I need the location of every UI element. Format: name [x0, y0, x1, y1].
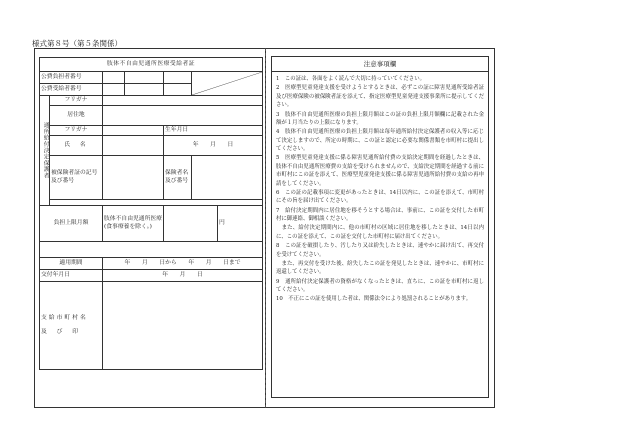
guardian-furigana-label: フリガナ [50, 96, 103, 106]
notice-item: 5 医療型児童発達支援に係る障害児通所給付費の支給決定期間を経過したときは、肢体不自由児通所医療費の支給を受けられませんので、支給決定期間を経過する前に市町村にこの証を添えて、医療型児童発達支援に係る障害児通所給付費の支給の再申請をしてください。 [276, 155, 484, 187]
notice-panel [265, 48, 495, 408]
furigana-label: フリガナ [50, 126, 103, 136]
notice-body [271, 72, 489, 398]
municipality-label [40, 282, 103, 370]
limit-value [164, 206, 218, 242]
certificate-title: 肢体不自由児通所医療受給者証 [40, 58, 263, 72]
notice-item: 6 この証の記載事項に変更があったときは、14日以内に、この証を添えて、市町村にその旨を届け出てください。 [276, 189, 484, 205]
payer-number-label: 公費負担者番号 [40, 72, 103, 84]
furigana-value [103, 126, 164, 136]
notice-title: 注意事項欄 [271, 56, 489, 72]
municipality-label-line-2: 及 び 印 [41, 328, 80, 335]
insurer-value [192, 156, 263, 200]
limit-label: 負担上限月額 [40, 206, 103, 242]
birth-date-value: 年 月 日 [164, 136, 263, 156]
name-label: 氏 名 [50, 136, 103, 156]
issue-date-value: 年 月 日 [103, 270, 263, 282]
limit-description: 肢体不自由児通所医療(食事療養を除く。) [103, 206, 164, 242]
municipality-label-line-1: 支給市町村名 [41, 315, 88, 322]
notice-item: 8 この証を破損したり、汚したり又は紛失したときは、速やかに届け出て、再交付を受けてください。 [276, 243, 484, 258]
notice-item: 9 通所給付決定保護者の資格がなくなったときは、直ちに、この証を市町村に返してください。 [276, 278, 484, 293]
payer-number-cell-1 [103, 72, 125, 84]
blank-row [40, 242, 263, 258]
diagonal-blank-cell [192, 72, 263, 96]
diagonal-line [192, 72, 262, 95]
address-label: 居住地 [50, 106, 103, 126]
certificate-table [39, 57, 263, 370]
payer-number-cell-2 [125, 72, 164, 84]
insured-card-label: 被保険者証の記号及び番号 [50, 156, 103, 200]
certificate-panel [34, 48, 266, 408]
municipality-value [103, 282, 263, 370]
recipient-number-cell-3 [164, 84, 192, 96]
form-caption: 様式第８号（第５条関係） [32, 39, 122, 48]
guardian-label: 通所給付決定保護者 [40, 96, 50, 206]
notice-item: また、給付決定期間内に、他の市町村の区域に居住地を移したときは、14日以内に、この証を添えて、この証を交付した市町村に届け出てください。 [276, 225, 484, 240]
period-label: 適用期間 [40, 258, 103, 270]
insurer-label: 保険者名及び番号 [164, 156, 192, 200]
address-value [103, 106, 263, 126]
notice-item: 1 この証は、各面をよく読んで大切に持っていてください。 [276, 76, 425, 82]
recipient-number-cell-2 [125, 84, 164, 96]
recipient-number-cell-1 [103, 84, 125, 96]
yen-unit: 円 [218, 206, 263, 242]
name-value [103, 136, 164, 156]
notice-item: 7 給付決定期間内に居住地を移そうとする場合は、事前に、この証を交付した市町村に御連絡、御相談ください。 [276, 207, 484, 222]
birth-date-label: 生年月日 [164, 126, 263, 136]
notice-item: また、再交付を受けた後、紛失したこの証を発見したときは、速やかに、市町村に返還してください。 [276, 260, 484, 276]
payer-number-cell-3 [164, 72, 192, 84]
recipient-number-label: 公費受給者番号 [40, 84, 103, 96]
notice-item: 3 肢体不自由児通所医療の負担上限月額はこの証の負担上限月額欄に記載された金額が１月当たりの上限になります。 [276, 111, 484, 126]
insured-card-value [103, 156, 164, 200]
period-value: 年 月 日から 年 月 日まで [103, 258, 263, 270]
notice-item: 2 医療型児童発達支援を受けようとするときは、必ずこの証に障害児通所受給者証及び医療保険の被保険者証を添えて、指定医療型児童発達支援事業所に提示してください。 [276, 85, 484, 109]
notice-item: 4 肢体不自由児通所医療の負担上限月額は毎年通所給付決定保護者の収入等に応じて決定しますので、所定の時期に、この証と認定に必要な関係書類を市町村に提出してください。 [276, 129, 484, 152]
notice-item: 10 不正にこの証を使用した者は、関係法令により処罰されることがあります。 [276, 296, 472, 303]
issue-date-label: 交付年月日 [40, 270, 103, 282]
guardian-furigana-value [103, 96, 263, 106]
